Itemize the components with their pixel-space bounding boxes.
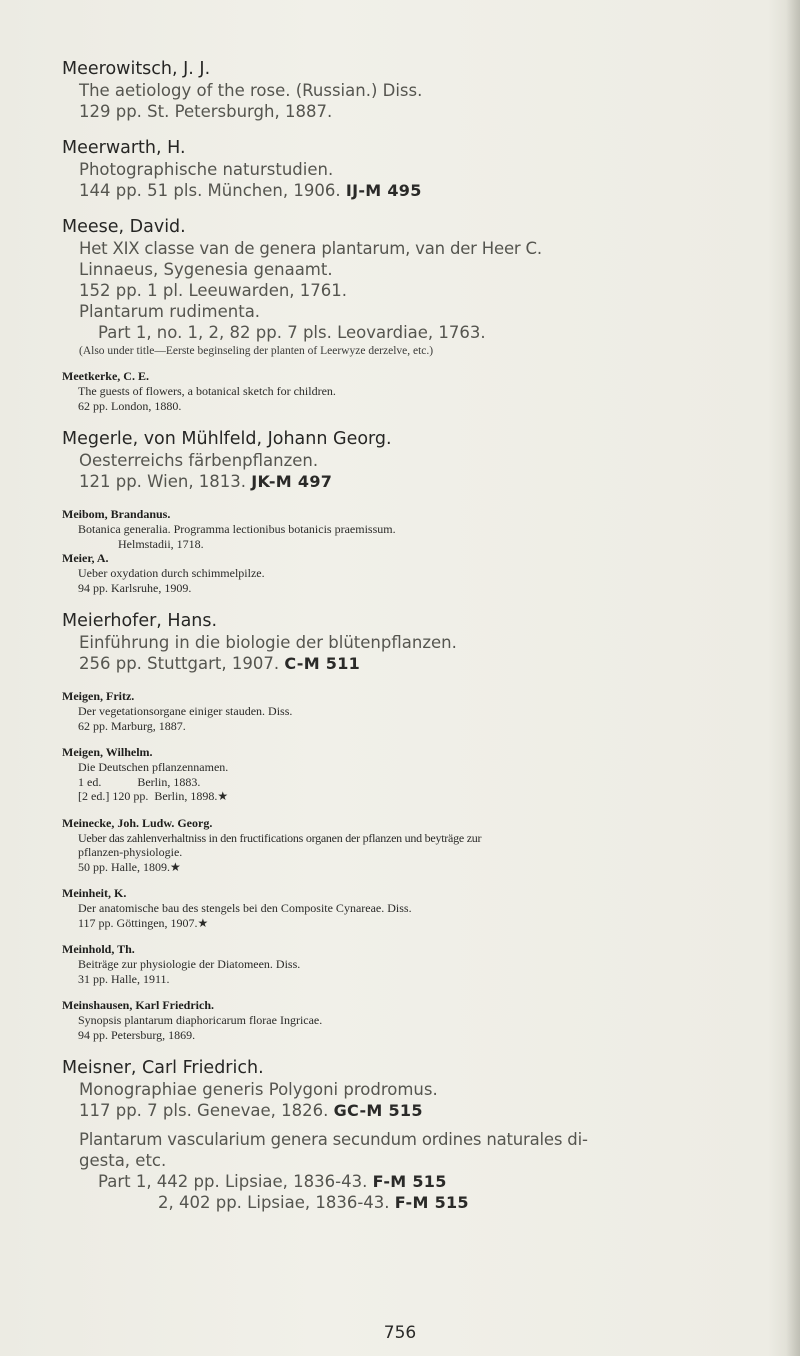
entry-imprint — [62, 1100, 782, 1121]
shelf-code: GC-M 515 — [333, 1101, 423, 1120]
entry-imprint: 129 pp. St. Petersburgh, 1887. — [79, 102, 333, 121]
catalog-entry — [62, 610, 782, 674]
entry-title: Het XIX classe van de genera plantarum, van der Heer C. — [79, 239, 542, 258]
entry-title: Photographische naturstudien. — [79, 160, 334, 179]
entry-edition: [2 ed.] 120 pp. Berlin, 1898.★ — [78, 789, 229, 803]
entry-author: Meierhofer, Hans. — [62, 611, 218, 631]
volume-text: 2, 402 pp. Lipsiae, 1836-43. — [158, 1193, 390, 1212]
entry-imprint: 31 pp. Halle, 1911. — [78, 971, 170, 986]
catalog-entry — [62, 1057, 782, 1213]
entry-title-cont: gesta, etc. — [79, 1151, 167, 1170]
entry-imprint: 50 pp. Halle, 1809.★ — [78, 859, 181, 874]
entry-imprint — [62, 180, 782, 201]
entry-author: Meese, David. — [62, 217, 186, 237]
shelf-code: F-M 515 — [394, 1193, 469, 1212]
entry-imprint — [62, 471, 782, 492]
entry-title-cont: pflanzen-physiologie. — [78, 845, 183, 859]
entry-imprint: 94 pp. Petersburg, 1869. — [78, 1027, 196, 1042]
shelf-code: C-M 511 — [284, 654, 361, 673]
imprint-text: 144 pp. 51 pls. München, 1906. — [79, 181, 341, 200]
page-edge-shadow — [786, 0, 800, 1356]
entry-author: Meigen, Wilhelm. — [62, 745, 153, 759]
entry-author: Meinheit, K. — [62, 886, 127, 900]
entry-title: Monographiae generis Polygoni prodromus. — [79, 1080, 438, 1099]
entry-note: (Also under title—Eerste beginseling der planten of Leerwyze derzelve, etc.) — [79, 345, 434, 357]
page-number: 756 — [383, 1323, 417, 1343]
entry-title: The guests of flowers, a botanical sketch for children. — [78, 384, 336, 398]
entry-title: Botanica generalia. Programma lectionibus botanicis praemissum. — [78, 522, 396, 536]
entry-author: Meinshausen, Karl Friedrich. — [62, 998, 214, 1012]
entry-title: Synopsis plantarum diaphoricarum florae Ingricae. — [78, 1013, 323, 1027]
entry-imprint: 152 pp. 1 pl. Leeuwarden, 1761. — [79, 281, 348, 300]
catalog-entry — [62, 998, 782, 1042]
imprint-text: 256 pp. Stuttgart, 1907. — [79, 654, 280, 673]
catalog-entry — [62, 689, 782, 733]
shelf-code: F-M 515 — [372, 1172, 447, 1191]
catalog-entries — [62, 58, 782, 1213]
entry-title: Die Deutschen pflanzennamen. — [78, 760, 229, 774]
entry-title: Plantarum rudimenta. — [79, 302, 261, 321]
entry-title: Einführung in die biologie der blütenpflanzen. — [79, 633, 457, 652]
entry-imprint: 94 pp. Karlsruhe, 1909. — [78, 580, 192, 595]
shelf-code: JK-M 497 — [251, 472, 333, 491]
catalog-entry — [62, 551, 782, 595]
entry-title: Plantarum vascularium genera secundum ordines naturales di- — [79, 1130, 588, 1149]
catalog-entry — [62, 137, 782, 201]
catalog-entry — [62, 745, 782, 804]
entry-author: Meinecke, Joh. Ludw. Georg. — [62, 815, 213, 830]
entry-imprint: Helmstadii, 1718. — [118, 536, 204, 551]
entry-imprint: 62 pp. London, 1880. — [78, 398, 182, 413]
entry-author: Meerwarth, H. — [62, 138, 186, 158]
entry-imprint — [62, 653, 782, 674]
entry-title: The aetiology of the rose. (Russian.) Diss. — [79, 81, 423, 100]
entry-title: Ueber oxydation durch schimmelpilze. — [78, 566, 265, 580]
catalog-entry — [62, 216, 782, 359]
entry-author: Megerle, von Mühlfeld, Johann Georg. — [62, 429, 392, 449]
entry-title-cont: Linnaeus, Sygenesia genaamt. — [79, 260, 333, 279]
catalog-entry — [62, 58, 782, 122]
entry-imprint: Part 1, no. 1, 2, 82 pp. 7 pls. Leovardiae, 1763. — [98, 323, 486, 342]
entry-title: Der vegetationsorgane einiger stauden. Diss. — [78, 704, 293, 718]
entry-imprint: 62 pp. Marburg, 1887. — [78, 718, 186, 733]
catalog-entry — [62, 428, 782, 492]
entry-author: Meetkerke, C. E. — [62, 369, 149, 383]
entry-imprint: 117 pp. Göttingen, 1907.★ — [78, 915, 209, 930]
catalog-entry — [62, 507, 782, 551]
volume-text: Part 1, 442 pp. Lipsiae, 1836-43. — [98, 1172, 368, 1191]
entry-edition: 1 ed. Berlin, 1883. — [78, 774, 201, 789]
imprint-text: 121 pp. Wien, 1813. — [79, 472, 247, 491]
entry-author: Meerowitsch, J. J. — [62, 59, 211, 79]
entry-title: Der anatomische bau des stengels bei den Composite Cynareae. Diss. — [78, 901, 412, 915]
entry-author: Meibom, Brandanus. — [62, 507, 171, 521]
entry-author: Meisner, Carl Friedrich. — [62, 1058, 264, 1078]
catalog-entry — [62, 816, 782, 875]
catalog-entry — [62, 886, 782, 930]
entry-author: Meigen, Fritz. — [62, 689, 135, 703]
entry-author: Meier, A. — [62, 551, 109, 565]
entry-volume — [62, 1192, 782, 1213]
imprint-text: 117 pp. 7 pls. Genevae, 1826. — [79, 1101, 329, 1120]
catalog-entry — [62, 942, 782, 986]
entry-volume — [62, 1171, 782, 1192]
catalog-entry — [62, 369, 782, 413]
entry-title: Oesterreichs färbenpflanzen. — [79, 451, 319, 470]
entry-author: Meinhold, Th. — [62, 942, 135, 956]
entry-title: Beiträge zur physiologie der Diatomeen. Diss. — [78, 957, 301, 971]
shelf-code: IJ-M 495 — [345, 181, 422, 200]
entry-title: Ueber das zahlenverhaltniss in den fructifications organen der pflanzen und beyträge zur — [78, 830, 482, 845]
